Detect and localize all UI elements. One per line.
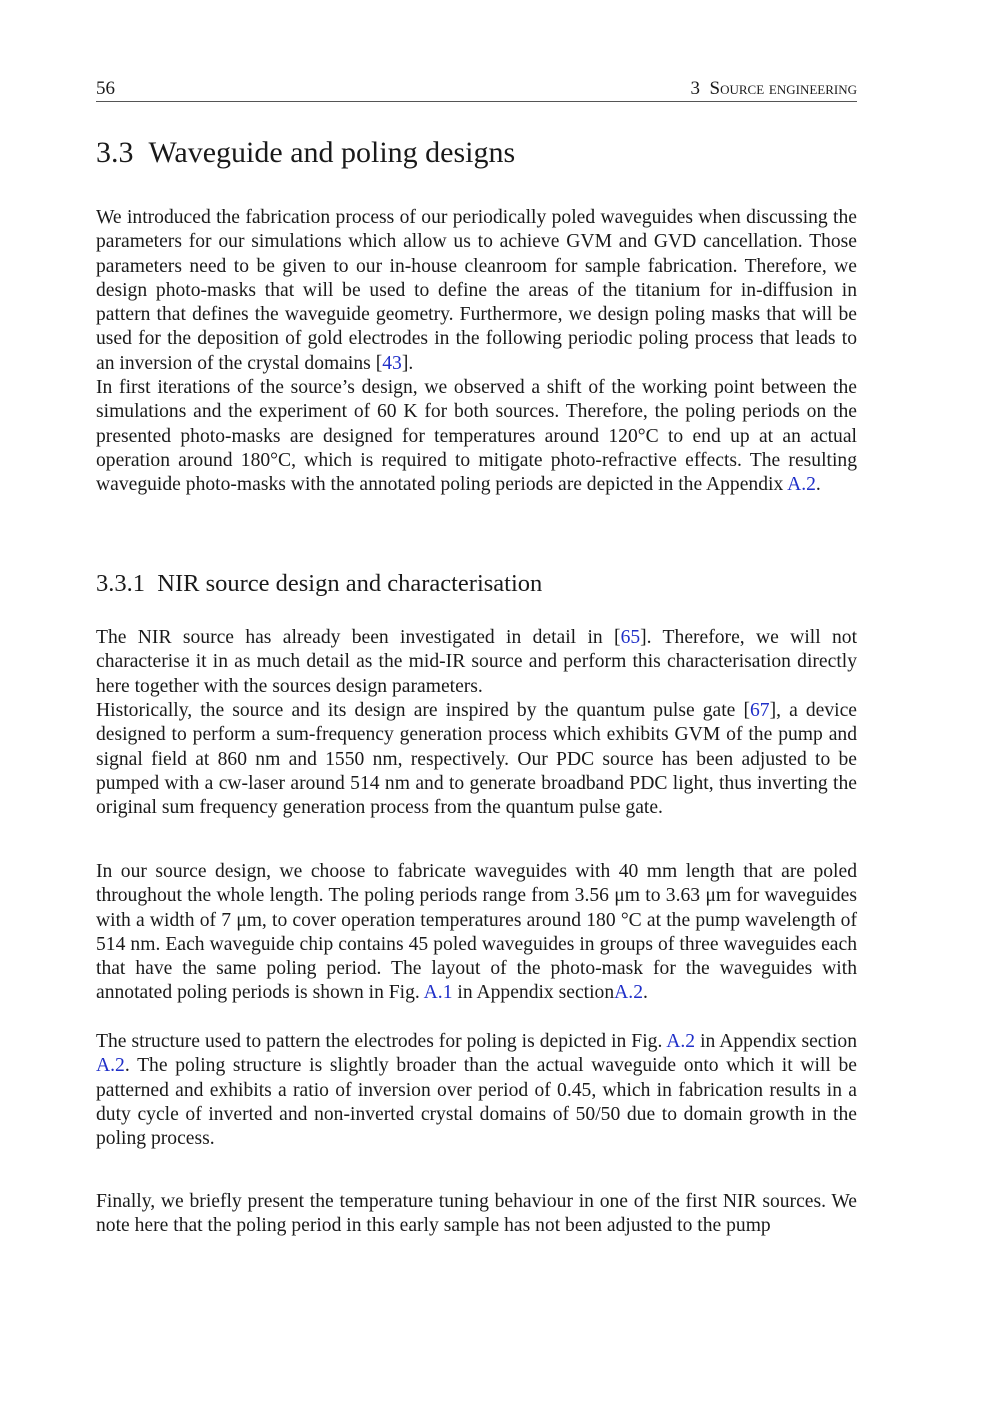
paragraph-text: We introduced the fabrication process of our periodically poled waveguides when discussing the parameters for our simulations which allow us to achieve GVM and GVD cancellation. Those parameters need to be given to our in-house cleanroom for sample fabrication. Therefore, we design photo-masks that will be used to define the areas of the titanium for in-diffusion in pattern that defines the waveguide geometry. Furthermore, we design poling masks that will be used for the deposition of gold electrodes in the following periodic poling process that leads to an inversion of the crystal domains xyxy=(96,207,857,374)
citation-link[interactable]: 43 xyxy=(382,352,402,374)
paragraph-text: . The poling structure is slightly broader than the actual waveguide onto which it will be patterned and exhibits a ratio of inversion over period of 0.45, which in fabrication results in a duty cycle of inverted and non-inverted crystal domains of 50/50 due to domain growth in the poling process. xyxy=(96,1055,857,1150)
paragraph-nir-intro: The NIR source has already been investigated in detail in [65]. Therefore, we will not characterise it in as much detail as the mid-IR source and perform this characterisation directly here together with the sources design parameters. xyxy=(96,627,858,697)
chapter-running-title xyxy=(691,78,857,100)
paragraph-text: ]. Therefore, we will not characterise it in as much detail as the mid-IR source and perform this characterisation directly here together with the sources design parameters. xyxy=(96,627,858,697)
paragraph-text: in Appendix section xyxy=(452,982,615,1004)
running-header xyxy=(96,76,857,102)
paragraph-electrode-structure xyxy=(96,1030,857,1151)
subsection-title: NIR source design and characterisation xyxy=(157,570,543,597)
paragraph-text: . xyxy=(643,982,648,1004)
paragraph-fabrication: We introduced the fabrication process of our periodically poled waveguides when discussing the parameters for our simulations which allow us to achieve GVM and GVD cancellation. Those parameters need to be given to our in-house cleanroom for sample fabrication. Therefore, we design photo-masks that will be used to define the areas of the titanium for in-diffusion in pattern that defines the waveguide geometry. Furthermore, we design poling masks that will be used for the deposition of gold electrodes in the following periodic poling process that leads to an inversion of the crystal domains [43]. xyxy=(96,207,857,374)
citation-link[interactable]: 65 xyxy=(620,627,641,648)
chapter-title: Source engineering xyxy=(709,78,857,99)
paragraph-temperature-tuning xyxy=(96,1190,857,1239)
subsection-number: 3.3.1 xyxy=(96,570,145,597)
appendix-link[interactable]: A.2 xyxy=(787,474,816,496)
paragraph-text: In our source design, we choose to fabricate waveguides with 40 mm length that are poled throughout the whole length. The poling periods range from 3.56 μm to 3.63 μm for waveguides with a width of 7 μm, to cover operation temperatures around 180 °C at the pump wavelength of 514 nm. Each waveguide chip contains 45 poled waveguides in groups of three waveguides each that have the same poling period. The layout of the photo-mask for the waveguides with annotated poling periods is shown in Fig. xyxy=(96,861,857,1004)
paragraph-text: Historically, the source and its design are inspired by the quantum pulse gate xyxy=(96,700,744,721)
page-number: 56 xyxy=(96,78,115,99)
figure-link[interactable]: A.1 xyxy=(423,982,453,1004)
paragraph-text: . xyxy=(408,352,414,374)
chapter-number: 3 xyxy=(690,78,701,99)
citation-link[interactable]: 67 xyxy=(749,700,770,721)
paragraph-working-point xyxy=(96,376,857,497)
paragraph-history: Historically, the source and its design are inspired by the quantum pulse gate [67], a device designed to perform a sum-frequency generation process which exhibits GVM of the pump and signal field at 860 nm and 1550 nm, respectively. Our PDC source has been adjusted to be pumped with a cw-laser around 514 nm and to generate broadband PDC light, thus inverting the original sum frequency generation process from the quantum pulse gate. xyxy=(96,700,858,819)
paragraph-text: ], a device designed to perform a sum-frequency generation process which exhibits GVM of the pump and signal field at 860 nm and 1550 nm, respectively. Our PDC source has been adjusted to be pumped with a cw-laser around 514 nm and to generate broadband PDC light, thus inverting the original sum frequency generation process from the quantum pulse gate. xyxy=(96,700,858,819)
paragraph-text: In first iterations of the source’s design, we observed a shift of the working point between the simulations and the experiment of 60 K for both sources. Therefore, the poling periods on the presented photo-masks are designed for temperatures around 120°C to end up at an actual operation around 180°C, which is required to mitigate photo-refractive effects. The resulting waveguide photo-masks with the annotated poling periods are depicted in the Appendix xyxy=(96,377,857,496)
paragraph-text: The NIR source has already been investigated in detail in xyxy=(96,627,615,648)
figure-link[interactable]: A.2 xyxy=(666,1031,696,1052)
section-number: 3.3 xyxy=(96,136,134,169)
appendix-link[interactable]: A.2 xyxy=(96,1055,125,1077)
paragraph-text: Finally, we briefly present the temperature tuning behaviour in one of the first NIR sources. We note here that the poling period in this early sample has not been adjusted to the pump xyxy=(96,1191,857,1237)
paragraph-source-design xyxy=(96,860,857,1006)
section-title: Waveguide and poling designs xyxy=(148,136,516,169)
paragraph-text: The structure used to pattern the electrodes for poling is depicted in Fig. xyxy=(96,1031,667,1052)
section-heading xyxy=(96,136,515,170)
paragraph-text: . xyxy=(815,474,821,496)
paragraph-text: in Appendix section xyxy=(695,1031,857,1052)
appendix-link[interactable]: A.2 xyxy=(614,982,643,1004)
subsection-heading xyxy=(96,570,542,598)
